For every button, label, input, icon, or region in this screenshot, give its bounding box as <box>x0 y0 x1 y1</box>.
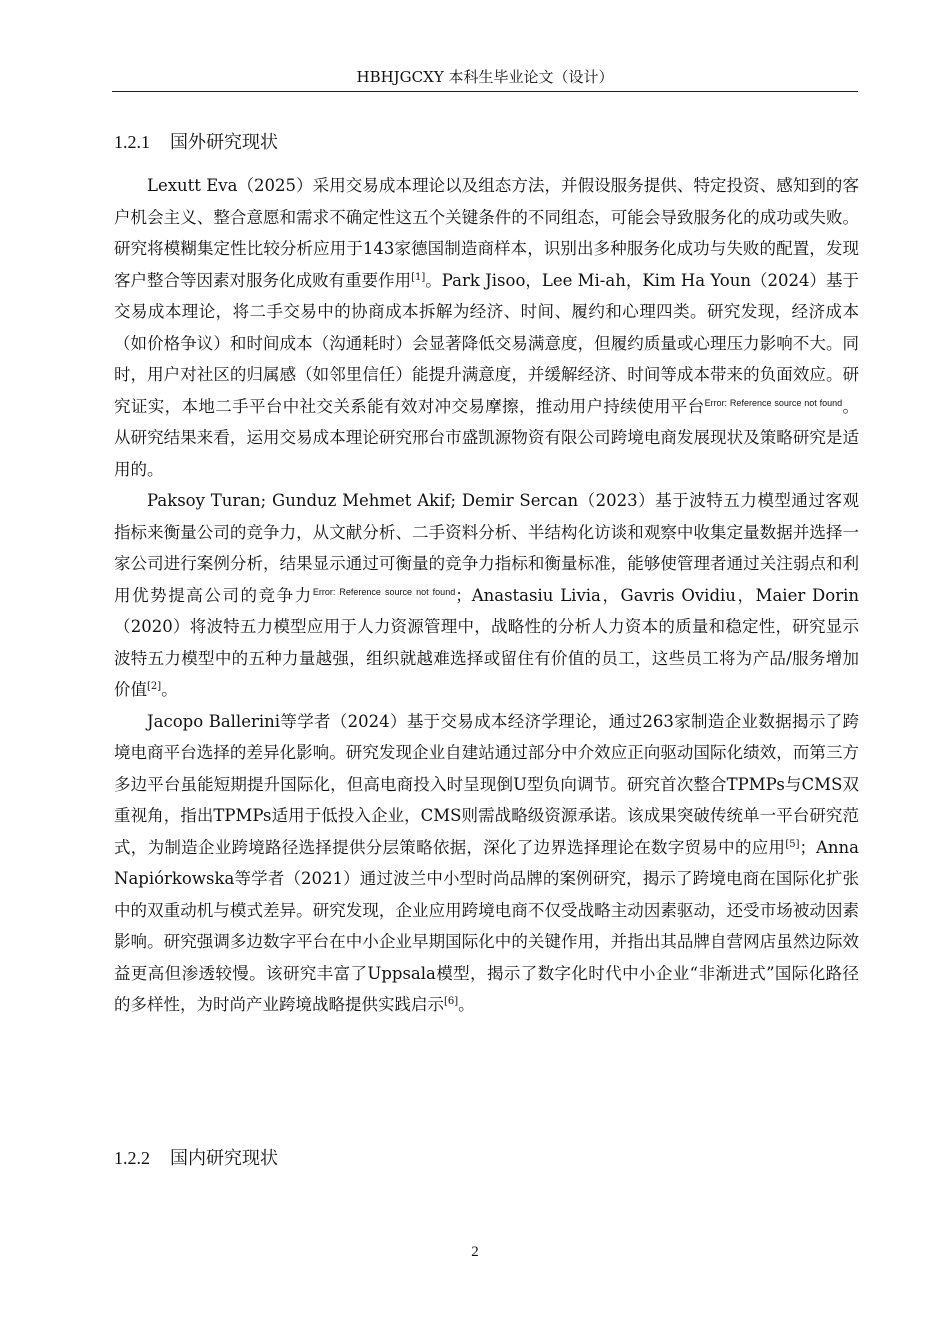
citation-error: Error: Reference source not found <box>704 397 843 408</box>
paragraph-text: 。Park Jisoo，Lee Mi-ah，Kim Ha Youn（2024）基于交易成本理论，将二手交易中的协商成本拆解为经济、时间、履约和心理四类。研究发现，经济成本（如价格争议）和时间成本（沟通耗时）会显著降低交易满意度，但履约质量或心理压力影响不大。同时，用户对社区的归属感（如邻里信任）能提升满意度，并缓解经济、时间等成本带来的负面效应。研究证实，本地二手平台中社交关系能有效对冲交易摩擦，推动用户持续使用平台 <box>114 270 859 416</box>
paragraph-1 <box>114 170 859 485</box>
citation-ref: [1] <box>411 271 426 283</box>
paragraph-text: Paksoy Turan; Gunduz Mehmet Akif; Demir Sercan（2023）基于波特五力模型通过客观指标来衡量公司的竞争力，从文献分析、二手资料分析、半结构化访谈和观察中收集定量数据并选择一家公司进行案例分析，结果显示通过可衡量的竞争力指标和衡量标准，能够使管理者通过关注弱点和利用优势提高公司的竞争力 <box>114 491 859 605</box>
section-number: 1.2.1 <box>114 132 150 152</box>
citation-error: Error: Reference source not found <box>312 586 456 597</box>
running-header: HBHJGCXY 本科生毕业论文（设计） <box>112 66 858 92</box>
paragraph-3 <box>114 706 859 1021</box>
paragraph-text: 。 <box>161 680 178 699</box>
section-number: 1.2.2 <box>114 1148 150 1168</box>
section-heading-1-2-1 <box>114 130 278 155</box>
paragraph-text: Lexutt Eva（2025）采用交易成本理论以及组态方法，并假设服务提供、特定投资、感知到的客户机会主义、整合意愿和需求不确定性这五个关键条件的不同组态，可能会导致服务化的成功或失败。研究将模糊集定性比较分析应用于143家德国制造商样本，识别出多种服务化成功与失败的配置，发现客户整合等因素对服务化成败有重要作用 <box>114 176 859 290</box>
paragraph-text: Jacopo Ballerini等学者（2024）基于交易成本经济学理论，通过263家制造企业数据揭示了跨境电商平台选择的差异化影响。研究发现企业自建站通过部分中介效应正向驱动国际化绩效，而第三方多边平台虽能短期提升国际化，但高电商投入时呈现倒U型负向调节。研究首次整合TPMPs与CMS双重视角，指出TPMPs适用于低投入企业，CMS则需战略级资源承诺。该成果突破传统单一平台研究范式，为制造企业跨境路径选择提供分层策略依据，深化了边界选择理论在数字贸易中的应用 <box>114 711 859 857</box>
citation-ref: [6] <box>444 996 459 1007</box>
section-heading-1-2-2 <box>114 1146 278 1171</box>
section-title: 国内研究现状 <box>170 1148 278 1169</box>
page-number: 2 <box>471 1244 479 1260</box>
paragraph-text: 。从研究结果来看，运用交易成本理论研究邢台市盛凯源物资有限公司跨境电商发展现状及策略研究是适用的。 <box>114 396 860 479</box>
citation-ref: [5] <box>785 838 800 850</box>
paragraph-2 <box>114 485 859 706</box>
paragraph-text: 。 <box>458 995 475 1014</box>
section-body <box>114 170 859 1021</box>
paragraph-text: ；Anastasiu Livia，Gavris Ovidiu，Maier Dorin（2020）将波特五力模型应用于人力资源管理中，战略性的分析人力资本的质量和稳定性，研究显示波特五力模型中的五种力量越强，组织就越难选择或留住有价值的员工，这些员工将为产品/服务增加价值 <box>114 585 859 699</box>
section-title: 国外研究现状 <box>170 132 278 153</box>
paragraph-text: ；Anna Napiórkowska等学者（2021）通过波兰中小型时尚品牌的案例研究，揭示了跨境电商在国际化扩张中的双重动机与模式差异。研究发现，企业应用跨境电商不仅受战略主动因素驱动，还受市场被动因素影响。研究强调多边数字平台在中小企业早期国际化中的关键作用，并指出其品牌自营网店虽然边际效益更高但渗透较慢。该研究丰富了Uppsala模型，揭示了数字化时代中小企业“非渐进式”国际化路径的多样性，为时尚产业跨境战略提供实践启示 <box>114 837 859 1014</box>
citation-ref: [2] <box>147 681 162 692</box>
